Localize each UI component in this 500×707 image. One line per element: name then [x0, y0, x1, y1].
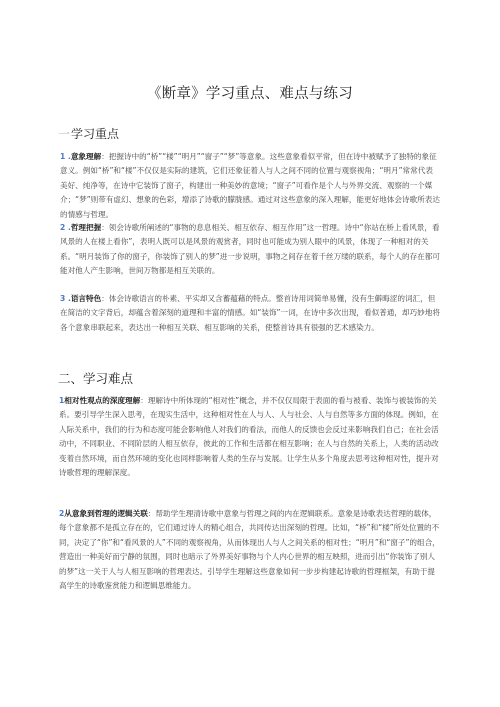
item-label: 语言特色: [70, 294, 102, 303]
item-separator: .: [65, 223, 71, 232]
item-text: ：帮助学生理清诗歌中意象与哲理之间的内在逻辑联系。意象是诗歌表达哲理的载体，每个意象都不是孤立存在的，它们通过诗人的精心组合，共同传达出深刻的哲理。比如，“桥”和“楼”所处位置的不同，决定了“你”和“看风景的人”不同的观察视角，从而体现出人与人之间关系的相对性；“明月”和“窗子”的组合，营造出一种美好而宁静的氛围，同时也暗示了外界美好事物与个人内心世界的相互映照，进而引出“你装饰了别人的梦”这一关于人与人相互影响的哲理表达。引导学生理解这些意象如何一步步构建起诗歌的哲理框架，有助于提高学生的诗歌鉴赏能力和逻辑思维能力。: [59, 509, 440, 591]
item-label: 哲理把握: [70, 223, 102, 232]
item-label: 意象理解: [70, 152, 102, 161]
item-text: ：理解诗中所体现的“相对性”概念，并不仅仅局限于表面的看与被看、装饰与被装饰的关系。要引导学生深入思考，在现实生活中，这种相对性在人与人、人与社会、人与自然等多方面的体现。例如，在人际关系中，我们的行为和态度可能会影响他人对我们的看法，而他人的反馈也会反过来影响我们自己；在社会活动中，不同职业、不同阶层的人相互依存，彼此的工作和生活都在相互影响；在人与自然的关系上，人类的活动改变着自然环境，而自然环境的变化也同样影响着人类的生存与发展。让学生从多个角度去思考这种相对性，提升对诗歌哲理的理解深度。: [59, 396, 439, 478]
item-number: 1: [60, 152, 66, 161]
item-text: ：把握诗中的“桥”“楼”“明月”“窗子”“梦”等意象。这些意象看似平常，但在诗中被赋予了独特的象征意义。例如“桥”和“楼”不仅仅是实际的建筑，它们还象征着人与人之间不同的位置与观察视角；“明月”常常代表美好、纯净等，在诗中它装饰了窗子，构建出一种美妙的意境；“窗子”可看作是个人与外界交流、观察的一个媒介；“梦”则带有虚幻、想象的色彩，增添了诗歌的朦胧感。通过对这些意象的深入理解，能更好地体会诗歌所表达的情感与哲理。: [60, 152, 440, 219]
item-number: 3: [60, 294, 66, 303]
difficulty-item: [59, 507, 441, 593]
heading-dash: 一: [58, 127, 71, 141]
key-point-item: [60, 292, 440, 335]
key-point-item: [60, 221, 440, 279]
item-number: 2: [60, 223, 66, 232]
item-number: 1: [59, 396, 65, 405]
item-separator: .: [65, 294, 71, 303]
item-label: 从意象到哲理的逻辑关联: [64, 509, 148, 518]
item-label: 相对性观点的深度理解: [64, 396, 141, 405]
difficulty-item: [59, 394, 441, 480]
item-separator: .: [65, 152, 71, 161]
section-heading-key-points: [58, 125, 119, 142]
document-title: 《断章》学习重点、难点与练习: [147, 86, 353, 102]
key-point-item: [60, 150, 440, 222]
item-text: ：领会诗歌所阐述的“事物的息息相关、相互依存、相互作用”这一哲理。诗中“你站在桥上看风景，看风景的人在楼上看你”，表明人既可以是风景的观赏者，同时也可能成为别人眼中的风景，体现了一种相对的关系。“明月装饰了你的窗子，你装饰了别人的梦”进一步说明，事物之间存在着千丝万缕的联系，每个人的存在都可能对他人产生影响，世间万物都是相互关联的。: [60, 223, 440, 276]
item-text: ：体会诗歌语言的朴素、平实却又含蓄蕴藉的特点。整首诗用词简单易懂，没有生僻晦涩的词汇，但在简洁的文字背后，却蕴含着深刻的道理和丰富的情感。如“装饰”一词，在诗中多次出现，看似普通，却巧妙地将各个意象串联起来，表达出一种相互关联、相互影响的关系，使整首诗具有很强的艺术感染力。: [60, 294, 440, 332]
item-number: 2: [59, 509, 65, 518]
section-heading-text: 学习重点: [71, 127, 120, 141]
section-heading-difficulties: 二、学习难点: [58, 371, 134, 386]
